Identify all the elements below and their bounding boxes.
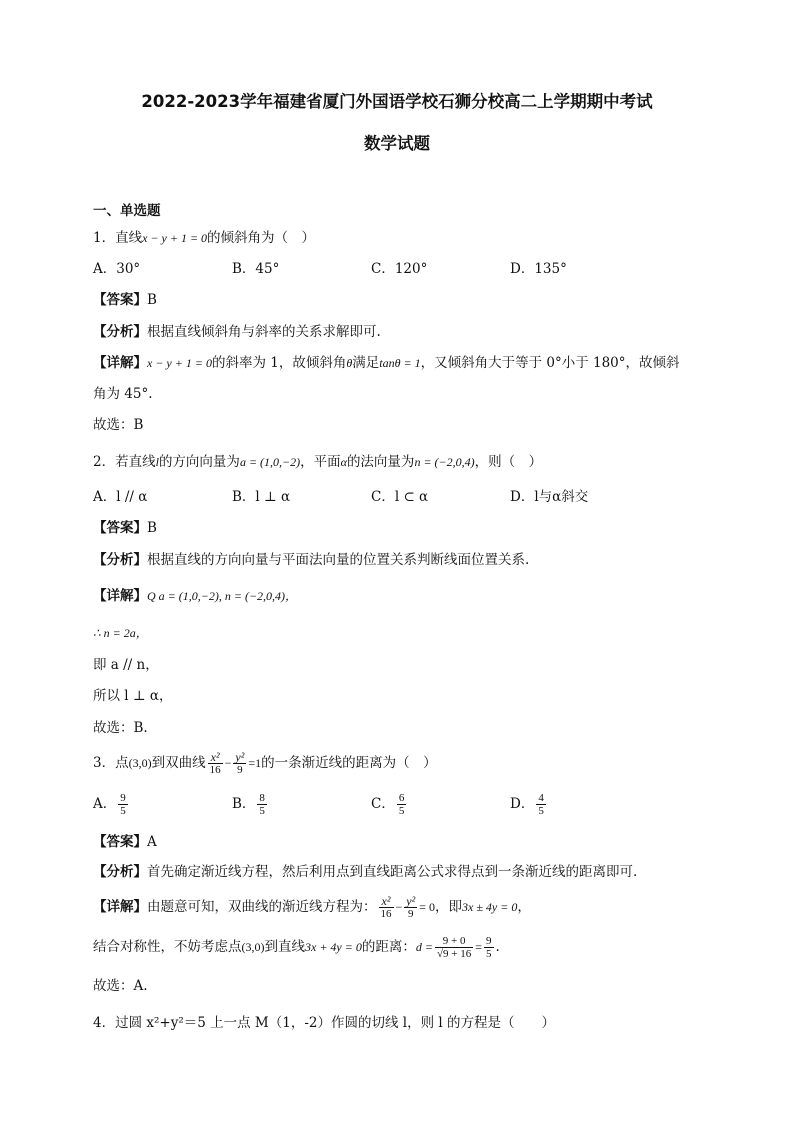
hyperbola-x-term: $\frac{\text{x²}}{16}$ — [209, 750, 221, 776]
question-3-stem: 3．点(3,0)到双曲线 $\frac{\text{x²}}{16}$ − $\frac{\text{y²}}{9}$ =1的一条渐近线的距离为（ ） — [93, 750, 437, 776]
q1-detail-cont: 角为 45°. — [93, 386, 153, 402]
q2-detail: 【详解】Q a = (1,0,−2), n = (−2,0,4)， — [93, 588, 298, 604]
question-4-stem: 4．过圆 x²+y²＝5 上一点 M（1，-2）作圆的切线 l，则 l 的方程是（ ） — [93, 1015, 555, 1031]
q3-option-c: C． $\frac{6}{5}$ — [371, 792, 405, 817]
q3-detail: 【详解】由题意可知，双曲线的渐近线方程为： $\frac{\text{x²}}{16}$ − $\frac{\text{y²}}{9}$ = 0，即3x ± 4y = 0， — [93, 894, 531, 920]
exam-title: 2022-2023学年福建省厦门外国语学校石狮分校高二上学期期中考试 — [141, 92, 653, 111]
q1-option-a: A．30° — [93, 261, 141, 277]
q3-conclusion: 故选：A. — [93, 978, 148, 994]
q3-analysis: 【分析】首先确定渐近线方程，然后利用点到直线距离公式求得点到一条渐近线的距离即可. — [93, 864, 638, 880]
q2-option-a: A．l // α — [93, 489, 148, 505]
q2-analysis: 【分析】根据直线的方向向量与平面法向量的位置关系判断线面位置关系. — [93, 552, 530, 568]
q3-answer: 【答案】A — [93, 834, 157, 850]
q2-step-1: ∴ n = 2a， — [93, 626, 148, 640]
question-1-stem: 1．直线x − y + 1 = 0的倾斜角为（ ） — [93, 230, 316, 246]
exam-subtitle: 数学试题 — [364, 134, 430, 153]
q1-option-c: C．120° — [371, 261, 428, 277]
hyperbola-y-term: $\frac{\text{y²}}{9}$ — [235, 750, 245, 776]
q3-option-b: B． $\frac{8}{5}$ — [232, 792, 265, 817]
q2-step-2: 即 a // n， — [93, 657, 159, 673]
q3-option-d: D． $\frac{4}{5}$ — [510, 792, 544, 817]
q1-conclusion: 故选：B — [93, 417, 144, 433]
q1-detail: 【详解】x − y + 1 = 0的斜率为 1，故倾斜角θ满足tanθ = 1，又倾斜角大于等于 0°小于 180°，故倾斜 — [93, 355, 680, 371]
q1-option-b: B．45° — [232, 261, 280, 277]
q1-option-d: D．135° — [510, 261, 567, 277]
section-heading: 一、单选题 — [93, 203, 161, 219]
q2-step-3: 所以 l ⊥ α， — [93, 688, 173, 704]
question-2-stem: 2．若直线l的方向向量为a = (1,0,−2)，平面α的法向量为n = (−2,0,4)，则（ ） — [93, 454, 543, 470]
q3-detail-cont: 结合对称性，不妨考虑点(3,0)到直线3x + 4y = 0的距离：d = $\frac{9 + 0}{√9 + 16}$ = $\frac{9}{5}$ . — [93, 935, 500, 960]
q3-option-a: A． $\frac{9}{5}$ — [93, 792, 126, 817]
q2-option-b: B．l ⊥ α — [232, 489, 291, 505]
q1-answer: 【答案】B — [93, 292, 157, 308]
q2-answer: 【答案】B — [93, 520, 157, 536]
q2-option-d: D．l与α斜交 — [510, 489, 589, 505]
q1-analysis: 【分析】根据直线倾斜角与斜率的关系求解即可. — [93, 324, 381, 340]
q2-option-c: C．l ⊂ α — [371, 489, 429, 505]
q2-conclusion: 故选：B. — [93, 720, 148, 736]
